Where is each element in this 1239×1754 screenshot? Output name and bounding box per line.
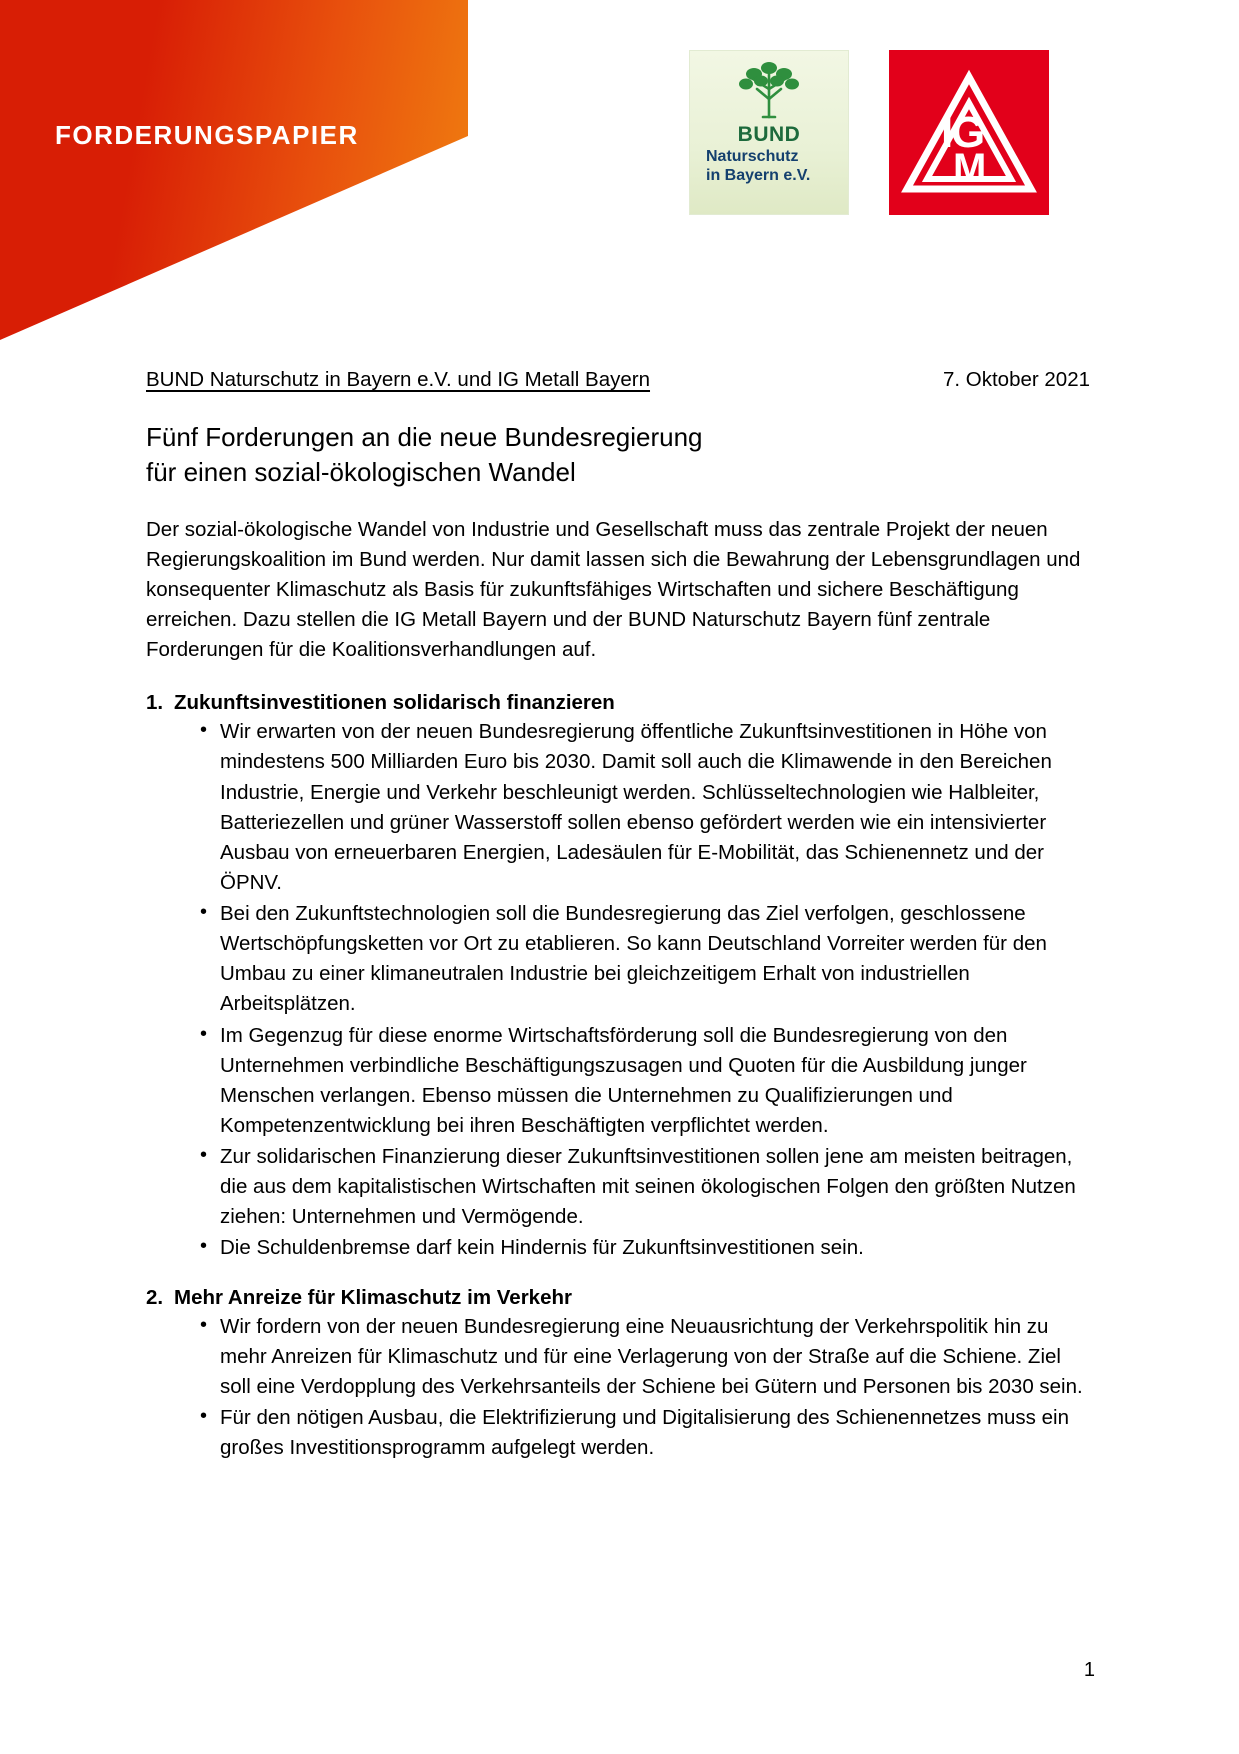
bund-subline-2: in Bayern e.V. <box>706 166 811 184</box>
demands-list <box>146 691 1096 1463</box>
document-body <box>146 368 1096 1485</box>
tree-icon <box>733 59 805 121</box>
forderungspapier-banner <box>0 0 468 340</box>
ig-metall-logo-icon <box>899 63 1039 203</box>
page-title <box>146 420 1096 491</box>
document-date: 7. Oktober 2021 <box>942 368 1090 391</box>
ig-metall-logo <box>889 50 1049 215</box>
page-number: 1 <box>1083 1659 1095 1681</box>
section-2-bullets <box>174 1312 1096 1464</box>
list-item: • Die Schuldenbremse darf kein Hindernis für Zukunftsinvestitionen sein. <box>200 1233 1096 1263</box>
svg-text:I: I <box>941 107 954 157</box>
title-line-1: Fünf Forderungen an die neue Bundesregierung <box>146 422 703 452</box>
title-line-2: für einen sozial-ökologischen Wandel <box>146 457 576 488</box>
logo-group <box>689 50 1049 215</box>
organisations-line: BUND Naturschutz in Bayern e.V. und IG Metall Bayern <box>146 368 651 391</box>
banner-label: FORDERUNGSPAPIER <box>55 120 359 150</box>
section-1-bullets <box>174 717 1096 1263</box>
page-header <box>0 0 1239 350</box>
svg-text:G: G <box>951 107 986 157</box>
bund-naturschutz-logo <box>689 50 849 215</box>
svg-text:M: M <box>953 145 987 190</box>
list-item: • Zur solidarischen Finanzierung dieser Zukunftsinvestitionen sollen jene am meisten beitragen, die aus dem kapitalistischen Wirtschaften mit seinen ökologischen Folgen den größten Nutzen ziehen: Unternehmen und Vermögende. <box>200 1142 1096 1232</box>
list-item: • Bei den Zukunftstechnologien soll die Bundesregierung das Ziel verfolgen, geschlossene Wertschöpfungsketten vor Ort zu etablieren. So kann Deutschland Vorreiter werden für den Umbau zu einer klimaneutralen Industrie bei gleichzeitigem Erhalt von industriellen Arbeitsplätzen. <box>200 899 1096 1020</box>
bund-subline-1: Naturschutz <box>706 148 799 165</box>
list-item: • Im Gegenzug für diese enorme Wirtschaftsförderung soll die Bundesregierung von den Unternehmen verbindliche Beschäftigungszusagen und Quoten für die Ausbildung junger Menschen verlangen. Ebenso müssen die Unternehmen zu Qualifizierungen und Kompetenzentwicklung bei ihren Beschäftigten verpflichtet werden. <box>200 1021 1096 1142</box>
section-1 <box>174 691 1096 1263</box>
intro-paragraph: Der sozial-ökologische Wandel von Industrie und Gesellschaft muss das zentrale Projekt der neuen Regierungskoalition im Bund werden. Nur damit lassen sich die Bewahrung der Lebensgrundlagen und konsequenter Klimaschutz als Basis für zukunftsfähiges Wirtschaften und sichere Beschäftigung erreichen. Dazu stellen die IG Metall Bayern und der BUND Naturschutz Bayern fünf zentrale Forderungen für die Koalitionsverhandlungen auf. <box>146 517 1081 662</box>
list-item: • Für den nötigen Ausbau, die Elektrifizierung und Digitalisierung des Schienennetzes muss ein großes Investitionsprogramm aufgelegt werden. <box>200 1403 1096 1463</box>
section-2 <box>174 1286 1096 1464</box>
list-item: • Wir fordern von der neuen Bundesregierung eine Neuausrichtung der Verkehrspolitik hin zu mehr Anreizen für Klimaschutz und für eine Verlagerung von der Straße auf die Schiene. Ziel soll eine Verdopplung des Verkehrsanteils der Schiene bei Gütern und Personen bis 2030 sein. <box>200 1312 1096 1402</box>
list-item: • Wir erwarten von der neuen Bundesregierung öffentliche Zukunftsinvestitionen in Höhe von mindestens 500 Milliarden Euro bis 2030. Damit soll auch die Klimawende in den Bereichen Industrie, Energie und Verkehr beschleunigt werden. Schlüsseltechnologien wie Halbleiter, Batteriezellen und grüner Wasserstoff sollen ebenso gefördert werden wie ein intensivierter Ausbau von erneuerbaren Energien, Ladesäulen für E-Mobilität, das Schienennetz und der ÖPNV. <box>200 717 1096 898</box>
document-meta <box>146 368 1096 394</box>
bund-wordmark: BUND <box>737 123 801 146</box>
section-1-heading: Zukunftsinvestitionen solidarisch finanzieren <box>174 691 615 715</box>
section-2-heading: Mehr Anreize für Klimaschutz im Verkehr <box>174 1285 572 1309</box>
